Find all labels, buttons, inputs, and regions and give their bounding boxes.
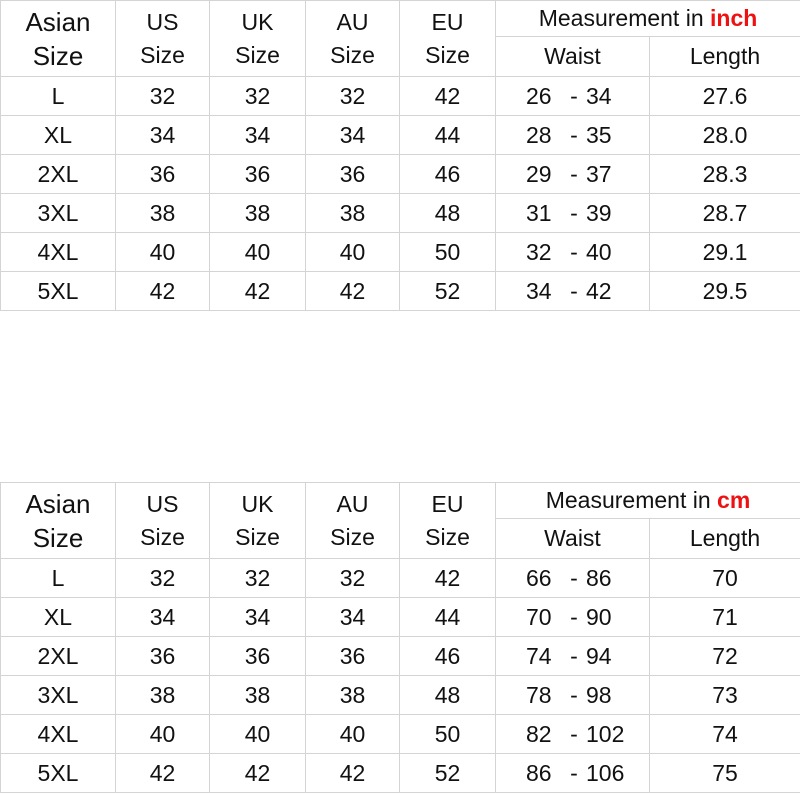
cell-eu-size: 44 xyxy=(400,116,496,155)
header-au-size xyxy=(306,483,400,559)
cell-length: 71 xyxy=(650,598,800,637)
waist-max: 102 xyxy=(586,720,625,747)
header-eu-line2: Size xyxy=(425,41,470,68)
waist-max: 34 xyxy=(586,82,612,109)
cell-length: 28.0 xyxy=(650,116,800,155)
cell-us-size: 34 xyxy=(116,116,210,155)
header-measurement-unit: inch xyxy=(710,5,758,31)
cell-au-size: 40 xyxy=(306,715,400,754)
cell-eu-size: 52 xyxy=(400,272,496,311)
cell-eu-size: 50 xyxy=(400,715,496,754)
range-separator: - xyxy=(570,759,578,786)
cell-length: 73 xyxy=(650,676,800,715)
cell-asian-size: 3XL xyxy=(1,194,116,233)
header-waist: Waist xyxy=(496,37,650,77)
cell-length: 75 xyxy=(650,754,800,793)
header-uk-line1: UK xyxy=(241,8,274,35)
cell-uk-size: 38 xyxy=(210,194,306,233)
header-uk-size xyxy=(210,1,306,77)
waist-max: 106 xyxy=(586,759,625,786)
range-separator: - xyxy=(570,82,578,109)
cell-au-size: 34 xyxy=(306,598,400,637)
header-us-line1: US xyxy=(146,490,179,517)
waist-max: 35 xyxy=(586,121,612,148)
cell-us-size: 36 xyxy=(116,637,210,676)
cell-uk-size: 40 xyxy=(210,715,306,754)
header-au-line1: AU xyxy=(336,8,369,35)
cell-eu-size: 48 xyxy=(400,194,496,233)
range-separator: - xyxy=(570,199,578,226)
cell-us-size: 36 xyxy=(116,155,210,194)
table-row xyxy=(1,754,800,793)
cell-waist-range xyxy=(496,676,650,715)
header-measurement xyxy=(496,483,800,519)
range-separator: - xyxy=(570,160,578,187)
waist-min: 74 xyxy=(526,642,552,669)
cell-waist-range xyxy=(496,233,650,272)
header-length: Length xyxy=(650,37,800,77)
waist-max: 86 xyxy=(586,564,612,591)
header-measurement-unit: cm xyxy=(717,487,751,513)
table-row xyxy=(1,194,800,233)
cell-au-size: 34 xyxy=(306,116,400,155)
table-row xyxy=(1,637,800,676)
header-us-size xyxy=(116,483,210,559)
cell-au-size: 32 xyxy=(306,559,400,598)
cell-length: 27.6 xyxy=(650,77,800,116)
cell-uk-size: 34 xyxy=(210,598,306,637)
header-length: Length xyxy=(650,519,800,559)
cell-eu-size: 46 xyxy=(400,155,496,194)
header-us-line2: Size xyxy=(140,523,185,550)
header-eu-line1: EU xyxy=(431,490,464,517)
header-eu-size xyxy=(400,1,496,77)
cell-au-size: 38 xyxy=(306,194,400,233)
cell-eu-size: 44 xyxy=(400,598,496,637)
cell-asian-size: 4XL xyxy=(1,233,116,272)
header-uk-line1: UK xyxy=(241,490,274,517)
table-row xyxy=(1,155,800,194)
cell-asian-size: 2XL xyxy=(1,155,116,194)
cell-asian-size: 2XL xyxy=(1,637,116,676)
header-waist: Waist xyxy=(496,519,650,559)
cell-uk-size: 42 xyxy=(210,272,306,311)
range-separator: - xyxy=(570,277,578,304)
cell-us-size: 40 xyxy=(116,715,210,754)
waist-min: 70 xyxy=(526,603,552,630)
cell-au-size: 42 xyxy=(306,272,400,311)
range-separator: - xyxy=(570,603,578,630)
waist-max: 40 xyxy=(586,238,612,265)
waist-min: 29 xyxy=(526,160,552,187)
waist-max: 37 xyxy=(586,160,612,187)
waist-max: 42 xyxy=(586,277,612,304)
cell-au-size: 32 xyxy=(306,77,400,116)
header-asian-line1: Asian xyxy=(25,6,91,37)
cell-asian-size: L xyxy=(1,559,116,598)
waist-max: 94 xyxy=(586,642,612,669)
header-measurement xyxy=(496,1,800,37)
cell-eu-size: 42 xyxy=(400,559,496,598)
cell-us-size: 38 xyxy=(116,194,210,233)
header-asian-line2: Size xyxy=(32,522,84,553)
cell-us-size: 38 xyxy=(116,676,210,715)
header-au-line2: Size xyxy=(330,523,375,550)
cell-au-size: 40 xyxy=(306,233,400,272)
cell-us-size: 42 xyxy=(116,754,210,793)
table-row xyxy=(1,272,800,311)
cell-length: 72 xyxy=(650,637,800,676)
table-row xyxy=(1,676,800,715)
range-separator: - xyxy=(570,642,578,669)
cell-asian-size: 4XL xyxy=(1,715,116,754)
cell-us-size: 40 xyxy=(116,233,210,272)
waist-min: 28 xyxy=(526,121,552,148)
cell-asian-size: 5XL xyxy=(1,754,116,793)
cell-waist-range xyxy=(496,637,650,676)
table-row xyxy=(1,116,800,155)
waist-max: 90 xyxy=(586,603,612,630)
waist-min: 66 xyxy=(526,564,552,591)
table-row xyxy=(1,559,800,598)
cell-us-size: 32 xyxy=(116,559,210,598)
cell-length: 29.1 xyxy=(650,233,800,272)
cell-uk-size: 32 xyxy=(210,559,306,598)
cell-au-size: 38 xyxy=(306,676,400,715)
cell-asian-size: 3XL xyxy=(1,676,116,715)
waist-min: 82 xyxy=(526,720,552,747)
cell-length: 70 xyxy=(650,559,800,598)
cell-length: 29.5 xyxy=(650,272,800,311)
cell-waist-range xyxy=(496,754,650,793)
cell-uk-size: 36 xyxy=(210,637,306,676)
cell-uk-size: 34 xyxy=(210,116,306,155)
waist-min: 78 xyxy=(526,681,552,708)
cell-uk-size: 32 xyxy=(210,77,306,116)
cell-uk-size: 42 xyxy=(210,754,306,793)
header-asian-size xyxy=(1,1,116,77)
waist-max: 98 xyxy=(586,681,612,708)
header-us-line1: US xyxy=(146,8,179,35)
header-asian-size xyxy=(1,483,116,559)
range-separator: - xyxy=(570,238,578,265)
cell-eu-size: 42 xyxy=(400,77,496,116)
cell-eu-size: 46 xyxy=(400,637,496,676)
cell-waist-range xyxy=(496,272,650,311)
cell-length: 28.3 xyxy=(650,155,800,194)
size-chart-cm xyxy=(0,482,800,793)
waist-min: 26 xyxy=(526,82,552,109)
header-eu-line1: EU xyxy=(431,8,464,35)
range-separator: - xyxy=(570,720,578,747)
waist-min: 32 xyxy=(526,238,552,265)
header-eu-line2: Size xyxy=(425,523,470,550)
header-au-line1: AU xyxy=(336,490,369,517)
header-uk-line2: Size xyxy=(235,41,280,68)
table-row xyxy=(1,598,800,637)
cell-waist-range xyxy=(496,598,650,637)
range-separator: - xyxy=(570,121,578,148)
cell-waist-range xyxy=(496,116,650,155)
waist-min: 86 xyxy=(526,759,552,786)
table-row xyxy=(1,77,800,116)
header-us-line2: Size xyxy=(140,41,185,68)
header-au-size xyxy=(306,1,400,77)
cell-uk-size: 38 xyxy=(210,676,306,715)
size-chart-inch xyxy=(0,0,800,311)
cell-waist-range xyxy=(496,77,650,116)
cell-us-size: 32 xyxy=(116,77,210,116)
cell-waist-range xyxy=(496,194,650,233)
cell-waist-range xyxy=(496,155,650,194)
header-au-line2: Size xyxy=(330,41,375,68)
cell-au-size: 42 xyxy=(306,754,400,793)
cell-au-size: 36 xyxy=(306,155,400,194)
cell-length: 28.7 xyxy=(650,194,800,233)
cell-au-size: 36 xyxy=(306,637,400,676)
cell-waist-range xyxy=(496,559,650,598)
cell-uk-size: 36 xyxy=(210,155,306,194)
cell-asian-size: XL xyxy=(1,598,116,637)
cell-asian-size: 5XL xyxy=(1,272,116,311)
cell-asian-size: L xyxy=(1,77,116,116)
cell-eu-size: 50 xyxy=(400,233,496,272)
waist-max: 39 xyxy=(586,199,612,226)
table-row xyxy=(1,233,800,272)
header-asian-line2: Size xyxy=(32,40,84,71)
header-measurement-prefix: Measurement in xyxy=(538,5,711,31)
cell-waist-range xyxy=(496,715,650,754)
range-separator: - xyxy=(570,564,578,591)
cell-eu-size: 52 xyxy=(400,754,496,793)
waist-min: 31 xyxy=(526,199,552,226)
range-separator: - xyxy=(570,681,578,708)
header-asian-line1: Asian xyxy=(25,488,91,519)
header-us-size xyxy=(116,1,210,77)
cell-us-size: 42 xyxy=(116,272,210,311)
cell-asian-size: XL xyxy=(1,116,116,155)
header-measurement-prefix: Measurement in xyxy=(545,487,718,513)
table-row xyxy=(1,715,800,754)
cell-eu-size: 48 xyxy=(400,676,496,715)
waist-min: 34 xyxy=(526,277,552,304)
cell-length: 74 xyxy=(650,715,800,754)
cell-uk-size: 40 xyxy=(210,233,306,272)
cell-us-size: 34 xyxy=(116,598,210,637)
header-uk-line2: Size xyxy=(235,523,280,550)
header-uk-size xyxy=(210,483,306,559)
header-eu-size xyxy=(400,483,496,559)
